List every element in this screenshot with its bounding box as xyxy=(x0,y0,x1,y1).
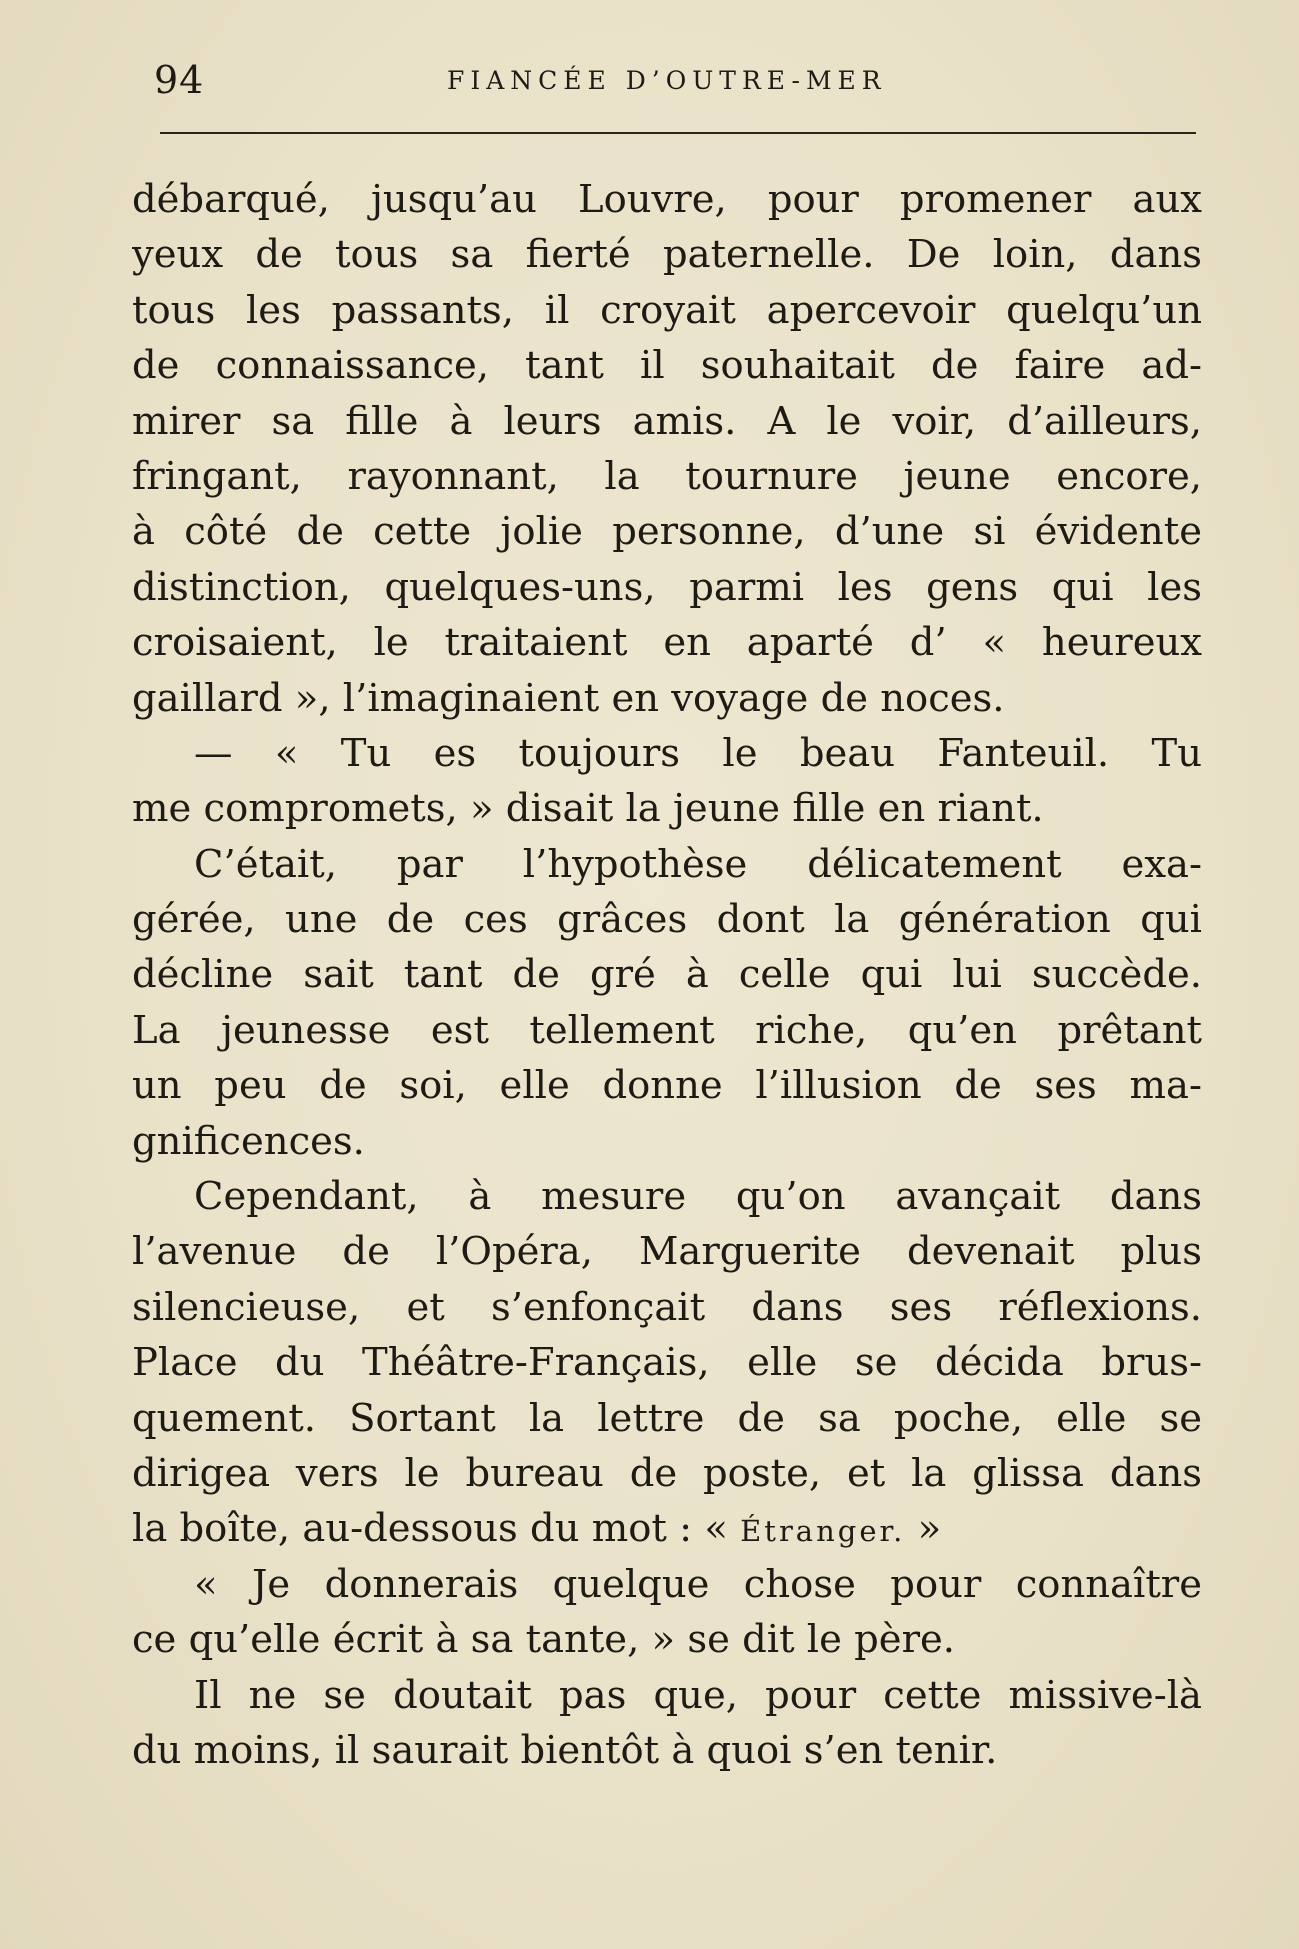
text-line: me compromets, » disait la jeune fille en riant. xyxy=(132,786,1044,832)
page-header xyxy=(154,52,1194,112)
text-segment: la boîte, au-dessous du mot : « xyxy=(132,1506,741,1552)
text-line: fringant, rayonnant, la tournure jeune encore, xyxy=(132,453,1202,499)
text-line: Place du Théâtre-Français, elle se décida brus- xyxy=(132,1340,1202,1386)
header-rule xyxy=(160,132,1196,134)
text-line: ce qu’elle écrit à sa tante, » se dit le père. xyxy=(132,1617,955,1663)
text-line: quement. Sortant la lettre de sa poche, elle se xyxy=(132,1395,1202,1441)
text-line: décline sait tant de gré à celle qui lui succède. xyxy=(132,952,1202,998)
text-line: tous les passants, il croyait apercevoir quelqu’un xyxy=(132,287,1202,333)
text-line: yeux de tous sa fierté paternelle. De loin, dans xyxy=(132,232,1202,278)
text-line: silencieuse, et s’enfonçait dans ses réflexions. xyxy=(132,1284,1202,1330)
smallcaps-word: Étranger. xyxy=(740,1514,906,1549)
text-line: Il ne se doutait pas que, pour cette missive-là xyxy=(194,1672,1202,1718)
text-line: de connaissance, tant il souhaitait de faire ad- xyxy=(132,343,1202,389)
body-text xyxy=(132,172,1202,1778)
text-line: à côté de cette jolie personne, d’une si évidente xyxy=(132,509,1202,555)
text-line: croisaient, le traitaient en aparté d’ « heureux xyxy=(132,620,1202,666)
text-line-with-smallcaps xyxy=(132,1501,1202,1556)
closing-quote: » xyxy=(905,1506,942,1552)
text-line: gnificences. xyxy=(132,1118,365,1164)
text-line: Cependant, à mesure qu’on avançait dans xyxy=(194,1174,1202,1220)
text-line: La jeunesse est tellement riche, qu’en prêtant xyxy=(132,1007,1202,1053)
text-line: dirigea vers le bureau de poste, et la glissa dans xyxy=(132,1450,1202,1496)
text-line: débarqué, jusqu’au Louvre, pour promener aux xyxy=(132,177,1202,222)
text-line: « Je donnerais quelque chose pour connaître xyxy=(194,1561,1202,1607)
text-line: — « Tu es toujours le beau Fanteuil. Tu xyxy=(194,730,1202,776)
text-line: gérée, une de ces grâces dont la génération qui xyxy=(132,897,1202,943)
text-line: du moins, il saurait bientôt à quoi s’en tenir. xyxy=(132,1727,998,1773)
text-line: C’était, par l’hypothèse délicatement exa- xyxy=(194,841,1202,887)
text-line: un peu de soi, elle donne l’illusion de ses ma- xyxy=(132,1063,1202,1109)
text-line: distinction, quelques-uns, parmi les gens qui les xyxy=(132,564,1202,610)
text-line: mirer sa fille à leurs amis. A le voir, d’ailleurs, xyxy=(132,398,1202,444)
text-line: gaillard », l’imaginaient en voyage de noces. xyxy=(132,675,1005,721)
page-number: 94 xyxy=(154,58,205,102)
running-head: FIANCÉE D’OUTRE-MER xyxy=(447,66,887,95)
text-line: l’avenue de l’Opéra, Marguerite devenait plus xyxy=(132,1229,1202,1275)
